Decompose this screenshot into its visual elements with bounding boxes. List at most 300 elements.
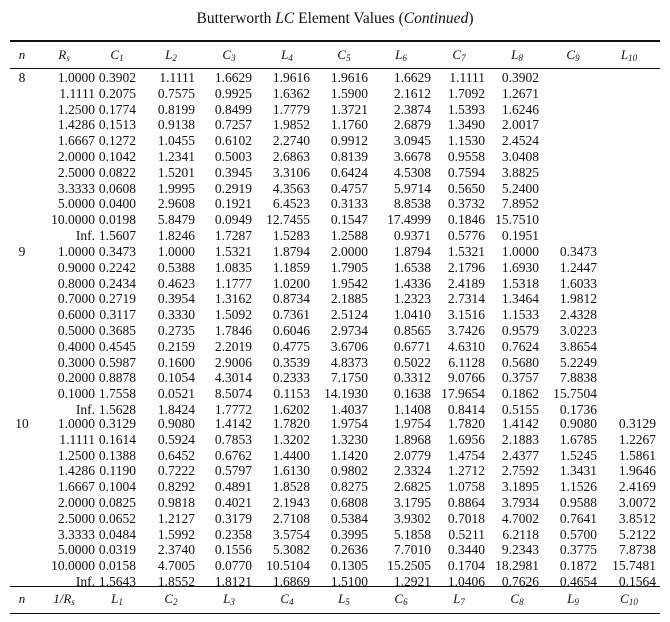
- element-value: 0.1388: [98, 447, 136, 463]
- footer-l5: $L_5$: [338, 591, 350, 607]
- table-row: [0, 355, 670, 370]
- footer-c6: $C_6$: [394, 591, 408, 607]
- element-value: 2.1796: [447, 259, 485, 275]
- element-value: 1.1111: [159, 70, 195, 85]
- table-row: [0, 149, 670, 164]
- rs-value: 5.0000: [57, 196, 95, 212]
- table-row: [0, 307, 670, 322]
- element-value: 1.6629: [214, 70, 252, 85]
- element-value: 1.3431: [559, 463, 597, 479]
- element-value: 0.9080: [157, 416, 195, 431]
- rs-value: 5.0000: [57, 542, 95, 558]
- element-value: 0.1004: [98, 479, 136, 495]
- element-value: 0.8199: [157, 101, 195, 117]
- rs-value: 0.7000: [57, 291, 95, 307]
- element-value: 0.2075: [98, 85, 136, 101]
- element-value: 0.1042: [98, 149, 136, 164]
- element-value: 5.8479: [157, 212, 195, 228]
- element-value: 1.1859: [272, 259, 310, 275]
- element-value: 0.9138: [157, 117, 195, 133]
- element-value: 1.4037: [330, 402, 368, 417]
- element-value: 0.7018: [447, 510, 485, 526]
- element-value: 1.2921: [393, 574, 431, 589]
- element-value: 0.8499: [214, 101, 252, 117]
- element-value: 1.9616: [330, 70, 368, 85]
- element-value: 0.1704: [447, 558, 485, 574]
- element-value: 0.0158: [98, 558, 136, 574]
- element-value: 1.5992: [157, 526, 195, 542]
- element-value: 6.4523: [272, 196, 310, 212]
- element-value: 10.5104: [266, 558, 310, 574]
- element-value: 0.9579: [501, 323, 539, 338]
- rs-value: Inf.: [75, 574, 95, 589]
- element-value: 5.2249: [559, 354, 597, 370]
- order-label: 10: [15, 416, 29, 431]
- element-value: 5.1858: [393, 526, 431, 542]
- element-value: 1.2323: [393, 291, 431, 307]
- table-row: [0, 574, 670, 589]
- element-value: 2.3740: [157, 542, 195, 558]
- element-value: 1.4142: [214, 416, 252, 431]
- table-row: [0, 70, 670, 85]
- element-value: 0.5388: [157, 259, 195, 275]
- element-value: 0.1547: [330, 212, 368, 228]
- element-value: 0.5211: [448, 526, 485, 542]
- element-value: 0.5155: [501, 402, 539, 417]
- element-value: 0.2333: [272, 370, 310, 386]
- table-row: [0, 339, 670, 354]
- element-value: 0.1190: [99, 463, 136, 479]
- element-value: 0.9818: [157, 495, 195, 510]
- element-value: 0.3312: [393, 370, 431, 386]
- element-value: 1.5628: [98, 402, 136, 417]
- element-value: 0.3945: [214, 164, 252, 180]
- element-value: 0.7575: [157, 85, 195, 101]
- element-value: 0.2719: [98, 291, 136, 307]
- element-value: 1.5318: [501, 275, 539, 291]
- element-value: 0.0484: [98, 526, 136, 542]
- table-row: [0, 291, 670, 306]
- title-lc: LC: [275, 10, 295, 27]
- element-value: 1.4142: [501, 416, 539, 431]
- rs-value: 0.9000: [57, 259, 95, 275]
- element-value: 0.0521: [157, 386, 195, 402]
- element-value: 15.7481: [612, 558, 656, 574]
- element-value: 3.1516: [447, 307, 485, 323]
- element-value: 0.9802: [330, 463, 368, 479]
- element-value: 0.6102: [214, 133, 252, 149]
- element-value: 1.2341: [157, 149, 195, 164]
- element-value: 0.7361: [272, 307, 310, 323]
- element-value: 1.1111: [449, 70, 485, 85]
- element-value: 0.3902: [98, 70, 136, 85]
- element-value: 0.3117: [99, 307, 136, 323]
- element-value: 1.1777: [214, 275, 252, 291]
- element-value: 1.1530: [447, 133, 485, 149]
- element-value: 1.7820: [447, 416, 485, 431]
- element-value: 0.0400: [98, 196, 136, 212]
- element-value: 1.9616: [272, 70, 310, 85]
- element-value: 3.0408: [501, 149, 539, 164]
- element-value: 3.5754: [272, 526, 310, 542]
- element-value: 0.2434: [98, 275, 136, 291]
- element-value: 0.5797: [214, 463, 252, 479]
- element-value: 1.8528: [272, 479, 310, 495]
- element-value: 2.0000: [330, 244, 368, 259]
- table-row: [0, 260, 670, 275]
- header-c5: $C_5$: [337, 47, 351, 63]
- element-value: 1.3202: [272, 431, 310, 447]
- element-value: 0.7624: [501, 338, 539, 354]
- element-value: 2.6863: [272, 149, 310, 164]
- element-value: 1.8246: [157, 228, 195, 243]
- header-l10: $L_{10}$: [620, 47, 638, 63]
- element-value: 0.0949: [214, 212, 252, 228]
- element-value: 0.5776: [447, 228, 485, 243]
- order-label: 9: [18, 244, 26, 259]
- element-value: 1.4400: [272, 447, 310, 463]
- element-value: 1.6538: [393, 259, 431, 275]
- element-value: 0.1862: [501, 386, 539, 402]
- table-row: [0, 102, 670, 117]
- element-value: 1.2712: [447, 463, 485, 479]
- element-value: 1.7772: [214, 402, 252, 417]
- rs-value: 0.8000: [57, 275, 95, 291]
- rs-value: 1.6667: [57, 133, 95, 149]
- element-value: 0.4021: [214, 495, 252, 510]
- element-value: 1.7092: [447, 85, 485, 101]
- element-value: 1.7846: [214, 323, 252, 338]
- footer-n: n: [18, 591, 26, 606]
- footer-l1: $L_1$: [111, 591, 123, 607]
- element-value: 2.9608: [157, 196, 195, 212]
- table-row: [0, 432, 670, 447]
- element-value: 0.4654: [559, 574, 597, 589]
- element-value: 5.9714: [393, 180, 431, 196]
- footer-c4: $C_4$: [280, 591, 294, 607]
- rs-value: 0.2000: [57, 370, 95, 386]
- header-l4: $L_4$: [281, 47, 293, 63]
- element-value: 0.6424: [330, 164, 368, 180]
- header-n: n: [18, 47, 26, 62]
- element-value: 0.3129: [98, 416, 136, 431]
- bottom-rule: [10, 613, 660, 614]
- element-value: 1.8794: [393, 244, 431, 259]
- element-value: 0.2358: [214, 526, 252, 542]
- table-row: [0, 542, 670, 557]
- element-value: 0.1921: [214, 196, 252, 212]
- element-value: 0.6046: [272, 323, 310, 338]
- rs-value: 0.5000: [57, 323, 95, 338]
- element-value: 0.6452: [157, 447, 195, 463]
- table-title: Butterworth LC Element Values (Continued): [196, 10, 474, 27]
- element-value: 0.2242: [98, 259, 136, 275]
- element-value: 1.5100: [330, 574, 368, 589]
- element-value: 1.6956: [447, 431, 485, 447]
- rs-value: 1.0000: [57, 70, 95, 85]
- element-value: 1.7905: [330, 259, 368, 275]
- element-value: 1.6869: [272, 574, 310, 589]
- element-value: 1.1533: [501, 307, 539, 323]
- header-c3: $C_3$: [222, 47, 236, 63]
- element-value: 2.0779: [393, 447, 431, 463]
- element-value: 0.4623: [157, 275, 195, 291]
- table-row: [0, 463, 670, 478]
- element-value: 0.0608: [98, 180, 136, 196]
- element-value: 1.0455: [157, 133, 195, 149]
- rs-value: 10.0000: [51, 558, 95, 574]
- element-value: 2.7592: [501, 463, 539, 479]
- rs-value: 0.3000: [57, 354, 95, 370]
- element-value: 0.8734: [272, 291, 310, 307]
- element-value: 0.3133: [330, 196, 368, 212]
- rs-value: 1.4286: [57, 117, 95, 133]
- element-value: 15.7510: [495, 212, 539, 228]
- element-value: 0.4775: [272, 338, 310, 354]
- table-row: [0, 511, 670, 526]
- element-value: 1.1526: [559, 479, 597, 495]
- element-value: 0.3179: [214, 510, 252, 526]
- table-row: [0, 416, 670, 431]
- element-value: 9.0766: [447, 370, 485, 386]
- element-value: 1.2267: [618, 431, 656, 447]
- element-value: 0.8414: [447, 402, 485, 417]
- element-value: 1.8794: [272, 244, 310, 259]
- footer-l3: $L_3$: [223, 591, 235, 607]
- element-value: 0.5384: [330, 510, 368, 526]
- element-value: 1.6130: [272, 463, 310, 479]
- footer-c2: $C_2$: [164, 591, 178, 607]
- header-l2: $L_2$: [165, 47, 177, 63]
- element-value: 1.0000: [157, 244, 195, 259]
- element-value: 2.4169: [618, 479, 656, 495]
- element-value: 6.1128: [448, 354, 485, 370]
- element-value: 0.0198: [98, 212, 136, 228]
- order-label: 8: [18, 70, 26, 85]
- element-value: 3.9302: [393, 510, 431, 526]
- element-value: 0.3732: [447, 196, 485, 212]
- element-value: 8.5074: [214, 386, 252, 402]
- element-value: 0.1872: [559, 558, 597, 574]
- element-value: 0.3685: [98, 323, 136, 338]
- element-value: 7.1750: [330, 370, 368, 386]
- table-row: [0, 117, 670, 132]
- element-value: 1.7779: [272, 101, 310, 117]
- element-value: 1.3162: [214, 291, 252, 307]
- element-value: 2.1885: [330, 291, 368, 307]
- element-value: 0.8565: [393, 323, 431, 338]
- element-value: 1.9852: [272, 117, 310, 133]
- element-value: 2.1883: [501, 431, 539, 447]
- element-value: 0.3902: [501, 70, 539, 85]
- element-value: 3.0072: [618, 495, 656, 510]
- element-value: 0.4545: [98, 338, 136, 354]
- element-value: 5.3082: [272, 542, 310, 558]
- element-value: 1.8424: [157, 402, 195, 417]
- element-value: 0.0319: [98, 542, 136, 558]
- element-value: 3.7426: [447, 323, 485, 338]
- element-value: 0.3440: [447, 542, 485, 558]
- element-value: 2.7108: [272, 510, 310, 526]
- element-value: 0.7641: [559, 510, 597, 526]
- rs-value: 1.6667: [57, 479, 95, 495]
- element-value: 2.2019: [214, 338, 252, 354]
- element-value: 0.4757: [330, 180, 368, 196]
- table-row: [0, 165, 670, 180]
- table-row: [0, 228, 670, 243]
- footer-c8: $C_8$: [510, 591, 524, 607]
- element-value: 4.7002: [501, 510, 539, 526]
- element-value: 1.9995: [157, 180, 195, 196]
- table-row: [0, 527, 670, 542]
- element-value: 1.5861: [618, 447, 656, 463]
- element-value: 3.3106: [272, 164, 310, 180]
- element-value: 12.7455: [266, 212, 310, 228]
- element-value: 0.7626: [501, 574, 539, 589]
- element-value: 0.5680: [501, 354, 539, 370]
- element-value: 0.3775: [559, 542, 597, 558]
- element-value: 0.9925: [214, 85, 252, 101]
- element-value: 1.0406: [447, 574, 485, 589]
- element-value: 0.5700: [559, 526, 597, 542]
- element-value: 0.1638: [393, 386, 431, 402]
- element-value: 14.1930: [324, 386, 368, 402]
- top-rule: [10, 40, 660, 42]
- element-value: 1.9754: [330, 416, 368, 431]
- element-value: 1.5607: [98, 228, 136, 243]
- element-value: 1.7287: [214, 228, 252, 243]
- element-value: 1.6930: [501, 259, 539, 275]
- rs-value: 1.0000: [57, 244, 95, 259]
- rs-value: 0.6000: [57, 307, 95, 323]
- element-value: 1.8552: [157, 574, 195, 589]
- rs-value: 3.3333: [57, 526, 95, 542]
- element-value: 0.3539: [272, 354, 310, 370]
- element-value: 1.0200: [272, 275, 310, 291]
- element-value: 0.8864: [447, 495, 485, 510]
- rs-value: 2.5000: [57, 164, 95, 180]
- element-value: 1.5321: [214, 244, 252, 259]
- rs-value: 1.0000: [57, 416, 95, 431]
- element-value: 0.6808: [330, 495, 368, 510]
- element-value: 3.1795: [393, 495, 431, 510]
- element-value: 2.9006: [214, 354, 252, 370]
- element-value: 15.2505: [387, 558, 431, 574]
- rs-value: 2.5000: [57, 510, 95, 526]
- element-value: 0.6771: [393, 338, 431, 354]
- element-value: 0.9558: [447, 149, 485, 164]
- element-value: 0.1153: [273, 386, 310, 402]
- element-value: 1.8121: [214, 574, 252, 589]
- element-value: 3.8512: [618, 510, 656, 526]
- element-value: 4.6310: [447, 338, 485, 354]
- table-row: [0, 370, 670, 385]
- element-value: 3.6678: [393, 149, 431, 164]
- element-value: 3.1895: [501, 479, 539, 495]
- element-value: 1.5900: [330, 85, 368, 101]
- element-value: 0.8292: [157, 479, 195, 495]
- rs-value: 1.4286: [57, 463, 95, 479]
- element-value: 2.4189: [447, 275, 485, 291]
- element-value: 0.0770: [214, 558, 252, 574]
- element-value: 1.0758: [447, 479, 485, 495]
- element-value: 1.5201: [157, 164, 195, 180]
- rs-value: 1.2500: [57, 447, 95, 463]
- element-value: 1.5643: [98, 574, 136, 589]
- element-value: 0.2735: [157, 323, 195, 338]
- element-value: 0.7853: [214, 431, 252, 447]
- element-value: 0.1305: [330, 558, 368, 574]
- rs-value: 1.1111: [59, 431, 95, 447]
- footer-c10: $C_{10}$: [620, 591, 638, 607]
- element-value: 1.0410: [393, 307, 431, 323]
- element-value: 0.2919: [214, 180, 252, 196]
- title-continued: Continued: [403, 10, 469, 27]
- rs-value: 1.1111: [59, 85, 95, 101]
- element-value: 1.0000: [501, 244, 539, 259]
- rs-value: 1.2500: [57, 101, 95, 117]
- element-value: 0.8878: [98, 370, 136, 386]
- element-value: 0.1614: [98, 431, 136, 447]
- element-value: 7.7010: [393, 542, 431, 558]
- element-value: 1.3230: [330, 431, 368, 447]
- element-value: 1.5245: [559, 447, 597, 463]
- table-row: [0, 479, 670, 494]
- element-value: 2.6825: [393, 479, 431, 495]
- element-value: 1.5283: [272, 228, 310, 243]
- table-row: [0, 244, 670, 259]
- element-value: 1.2588: [330, 228, 368, 243]
- element-value: 1.9646: [618, 463, 656, 479]
- footer-l9: $L_9$: [567, 591, 579, 607]
- table-row: [0, 495, 670, 510]
- element-value: 2.5124: [330, 307, 368, 323]
- element-value: 0.1736: [559, 402, 597, 417]
- element-value: 3.7934: [501, 495, 539, 510]
- header-l8: $L_8$: [511, 47, 523, 63]
- element-value: 2.0017: [501, 117, 539, 133]
- element-value: 0.3330: [157, 307, 195, 323]
- element-value: 1.8968: [393, 431, 431, 447]
- element-value: 0.5987: [98, 354, 136, 370]
- element-value: 0.3129: [618, 416, 656, 431]
- element-value: 1.0835: [214, 259, 252, 275]
- element-value: 0.4891: [214, 479, 252, 495]
- element-value: 1.6033: [559, 275, 597, 291]
- element-value: 0.1951: [501, 228, 539, 243]
- element-value: 1.9754: [393, 416, 431, 431]
- element-value: 2.4377: [501, 447, 539, 463]
- element-value: 1.7558: [98, 386, 136, 402]
- element-value: 1.1408: [393, 402, 431, 417]
- rs-value: Inf.: [75, 402, 95, 417]
- element-value: 0.1774: [98, 101, 136, 117]
- element-value: 1.1420: [330, 447, 368, 463]
- element-value: 1.2447: [559, 259, 597, 275]
- element-value: 6.2118: [502, 526, 539, 542]
- element-value: 1.3464: [501, 291, 539, 307]
- header-l6: $L_6$: [395, 47, 407, 63]
- element-value: 1.3490: [447, 117, 485, 133]
- element-value: 1.9812: [559, 291, 597, 307]
- element-value: 7.8952: [501, 196, 539, 212]
- table-row: [0, 276, 670, 291]
- rs-value: 3.3333: [57, 180, 95, 196]
- table-row: [0, 323, 670, 338]
- element-value: 1.3721: [330, 101, 368, 117]
- element-value: 1.4754: [447, 447, 485, 463]
- element-value: 0.0825: [98, 495, 136, 510]
